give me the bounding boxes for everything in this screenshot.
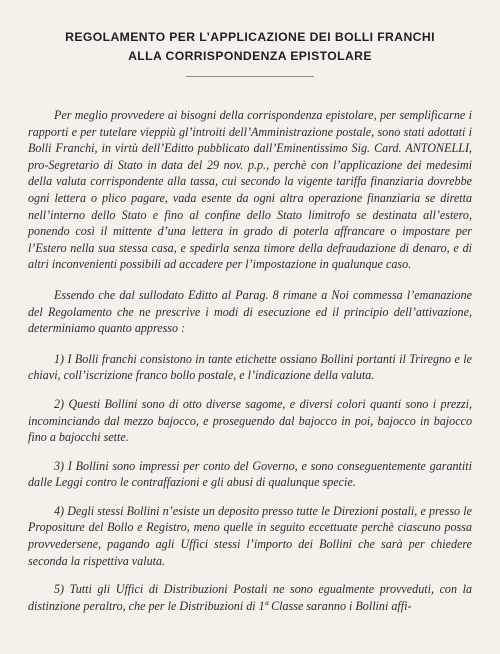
article-5: 5) Tutti gli Uffici di Distribuzioni Postali ne sono egualmente provveduti, con la distinzione peraltro, che per le Distribuzioni di 1ª Classe saranno i Bollini affi-: [28, 582, 472, 613]
article-2: 2) Questi Bollini sono di otto diverse sagome, e diversi colori quanti sono i prezzi, incominciando dal mezzo bajocco, e proseguendo dal bajocco in poi, bajocco in bajocco fino a bajocchi sette.: [28, 396, 472, 445]
article-1: 1) I Bolli franchi consistono in tante etichette ossiano Bollini portanti il Triregno e le chiavi, coll’iscrizione franco bollo postale, e l’indicazione della valuta.: [28, 351, 472, 383]
paragraph-intro: Per meglio provvedere ai bisogni della corrispondenza epistolare, per semplificarne i rapporti e per tutelare vieppiù gl’introiti dell’Amministrazione postale, sono stati adottati i Bolli Franchi, in virtù dell’Editto pubblicato dall’Eminentissimo Sig. Card. ANTONELLI, pro-Segretario di Stato in data del 29 nov. p.p., perchè con l’applicazione dei medesimi della valuta corrispondente alla tassa, cui secondo la vigente tariffa finanziaria dovrebbe ogni lettera o plico pagare, vada esente da ogni altra operazione finanziaria se diretta nell’interno dello Stato e fino al confine dello Stato limitrofo se destinata all’estero, ponendo così il mittente d’una lettera in grado di poterla affrancare o impostare per l’Estero nella sua stessa casa, e spedirla senza timore della defraudazione di denaro, e di altri inconvenienti possibili ad accadere per l’impostazione in qualunque caso.: [28, 108, 472, 272]
article-3: 3) I Bollini sono impressi per conto del Governo, e sono conseguentemente garantiti dalle Leggi contro le contraffazioni e gli abusi di qualunque specie.: [28, 458, 472, 490]
document-body: [28, 107, 472, 614]
title-line-1: REGOLAMENTO PER L’APPLICAZIONE DEI BOLLI FRANCHI: [65, 30, 435, 44]
title-divider: [186, 76, 314, 77]
paragraph-premise: Essendo che dal sullodato Editto al Parag. 8 rimane a Noi commessa l’emanazione del Regolamento che ne prescrive i modi di esecuzione ed il principio dell’attivazione, determiniamo quanto appresso :: [28, 287, 472, 336]
article-4: 4) Degli stessi Bollini n’esiste un deposito presso tutte le Direzioni postali, e presso le Propositure del Bollo e Registro, meno quelle in seguito eccettuate perchè ciascuno possa provvedersene, pagando agli Uffici stessi l’importo dei Bollini che sarà per chiedere seconda la rispettiva valuta.: [28, 503, 472, 568]
title-line-2: ALLA CORRISPONDENZA EPISTOLARE: [128, 49, 372, 63]
document-title: [28, 28, 472, 66]
